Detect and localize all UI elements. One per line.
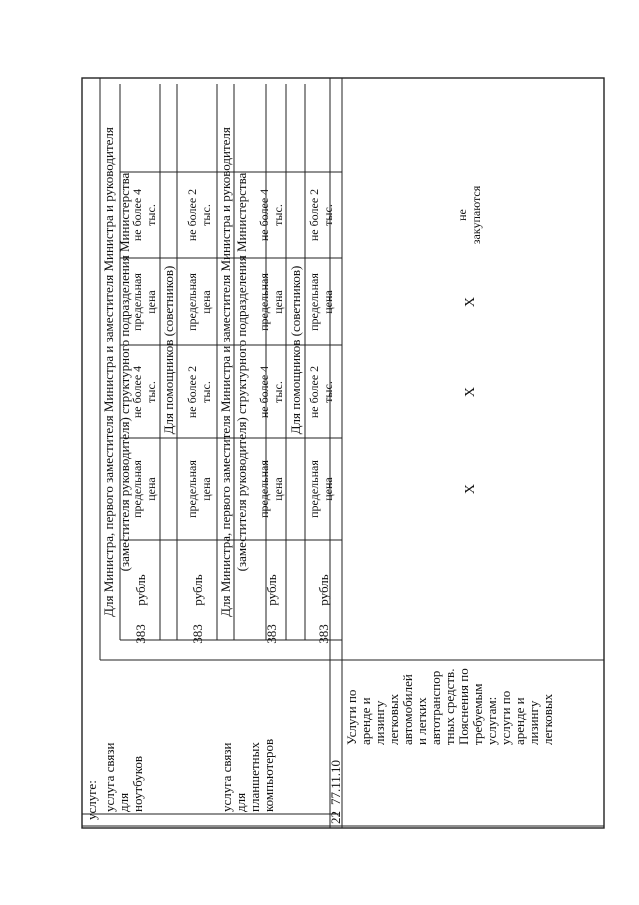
r22-service-line-1: Услуги по	[344, 689, 359, 745]
notebooks-a-col-b-2: тыс.	[144, 381, 158, 403]
r22-service-line-10: требуемым	[470, 683, 485, 745]
tablets-a-okei: 383	[264, 624, 279, 644]
tablets-a-col-b-2: тыс.	[271, 381, 285, 403]
r22-service-line-4: легковых	[386, 693, 401, 745]
tablets-service-line-2: для	[233, 792, 248, 812]
notebooks-assistants-title: Для помощников (советников)	[161, 265, 176, 435]
tablets-b-col-c-2: цена	[321, 290, 335, 314]
notebooks-a-col-c-2: цена	[144, 290, 158, 314]
tablets-b-col-d-2: тыс.	[321, 204, 335, 226]
notebooks-b-col-d-1: не более 2	[185, 188, 199, 242]
notebooks-group-title-1: Для Министра, первого заместителя Министра и заместителя Министра и руководителя	[101, 127, 116, 617]
notebooks-service-line-1: услуга связи	[102, 742, 117, 812]
tablets-a-col-a-1: предельная	[257, 460, 271, 518]
notebooks-b-col-a-1: предельная	[185, 460, 199, 518]
notebooks-a-col-d-1: не более 4	[130, 188, 144, 242]
tablets-assistants-title: Для помощников (советников)	[288, 265, 303, 435]
notebooks-service-line-2: для	[116, 792, 131, 812]
notebooks-b-unit: рубль	[190, 574, 205, 606]
notebooks-group-title-2: (заместителя руководителя) структурного подразделения Министерства	[117, 172, 132, 572]
mark-x-3: X	[463, 296, 478, 308]
r22-service-line-7: автотранспор	[428, 670, 443, 745]
tablets-b-unit: рубль	[316, 574, 331, 606]
tablets-a-col-c-2: цена	[271, 290, 285, 314]
row-22	[328, 185, 555, 824]
r22-service-line-3: лизингу	[372, 700, 387, 745]
mark-x-2: X	[463, 386, 478, 398]
tablets-b-col-b-1: не более 2	[307, 365, 321, 419]
mark-x-1: X	[463, 483, 478, 495]
r22-service-line-14: лизингу	[526, 700, 541, 745]
not-purchased-line-2: закупаются	[469, 185, 483, 245]
notebooks-a-col-b-1: не более 4	[130, 365, 144, 419]
r22-service-line-13: аренде и	[512, 697, 527, 745]
r22-service-line-9: Пояснения по	[456, 668, 471, 745]
notebooks-a-col-c-1: предельная	[130, 273, 144, 331]
notebooks-b-col-b-1: не более 2	[185, 365, 199, 419]
tablets-group-title-2: (заместителя руководителя) структурного подразделения Министерства	[234, 172, 249, 572]
row-number: 22	[328, 811, 343, 824]
tablets-b-col-a-1: предельная	[307, 460, 321, 518]
notebooks-service-line-3: ноутбуков	[130, 755, 145, 812]
tablets-a-unit: рубль	[264, 574, 279, 606]
r22-service-line-15: легковых	[540, 693, 555, 745]
tablets-service-line-4: компьютеров	[261, 738, 276, 812]
tablets-a-col-d-2: тыс.	[271, 204, 285, 226]
r22-service-line-6: и легких	[414, 697, 429, 745]
notebooks-b-col-a-2: цена	[199, 477, 213, 501]
tablets-a-col-a-2: цена	[271, 477, 285, 501]
notebooks-a-col-a-2: цена	[144, 477, 158, 501]
not-purchased-line-1: не	[455, 209, 469, 221]
service-intro: услуге:	[84, 780, 99, 820]
tablets-service-line-1: услуга связи	[219, 742, 234, 812]
tablets-b-col-c-1: предельная	[307, 273, 321, 331]
tablets-service-line-3: планшетных	[247, 742, 262, 812]
notebooks-b-col-b-2: тыс.	[199, 381, 213, 403]
notebooks-b-col-c-1: предельная	[185, 273, 199, 331]
notebooks-b-col-d-2: тыс.	[199, 204, 213, 226]
tablets-a-col-d-1: не более 4	[257, 188, 271, 242]
notebooks-a-col-a-1: предельная	[130, 460, 144, 518]
tablets-group-title-1: Для Министра, первого заместителя Министра и заместителя Министра и руководителя	[218, 127, 233, 617]
tablets-a-col-b-1: не более 4	[257, 365, 271, 419]
okpd-code: 77.11.10	[328, 759, 343, 805]
notebooks-a-okei: 383	[133, 624, 148, 644]
r22-service-line-8: тных средств.	[442, 668, 457, 745]
row-notebooks	[101, 127, 213, 812]
r22-service-line-5: автомобилей	[400, 674, 415, 745]
tablets-b-col-a-2: цена	[321, 477, 335, 501]
r22-service-line-12: услуги по	[498, 690, 513, 745]
notebooks-b-col-c-2: цена	[199, 290, 213, 314]
r22-service-line-11: услугам:	[484, 696, 499, 745]
tablets-b-okei: 383	[316, 624, 331, 644]
r22-service-line-2: аренде и	[358, 697, 373, 745]
notebooks-a-unit: рубль	[133, 574, 148, 606]
tablets-b-col-b-2: тыс.	[321, 381, 335, 403]
row-intro	[84, 780, 99, 820]
notebooks-b-okei: 383	[190, 624, 205, 644]
tablets-b-col-d-1: не более 2	[307, 188, 321, 242]
row-tablets	[218, 127, 335, 812]
tablets-a-col-c-1: предельная	[257, 273, 271, 331]
notebooks-a-col-d-2: тыс.	[144, 204, 158, 226]
